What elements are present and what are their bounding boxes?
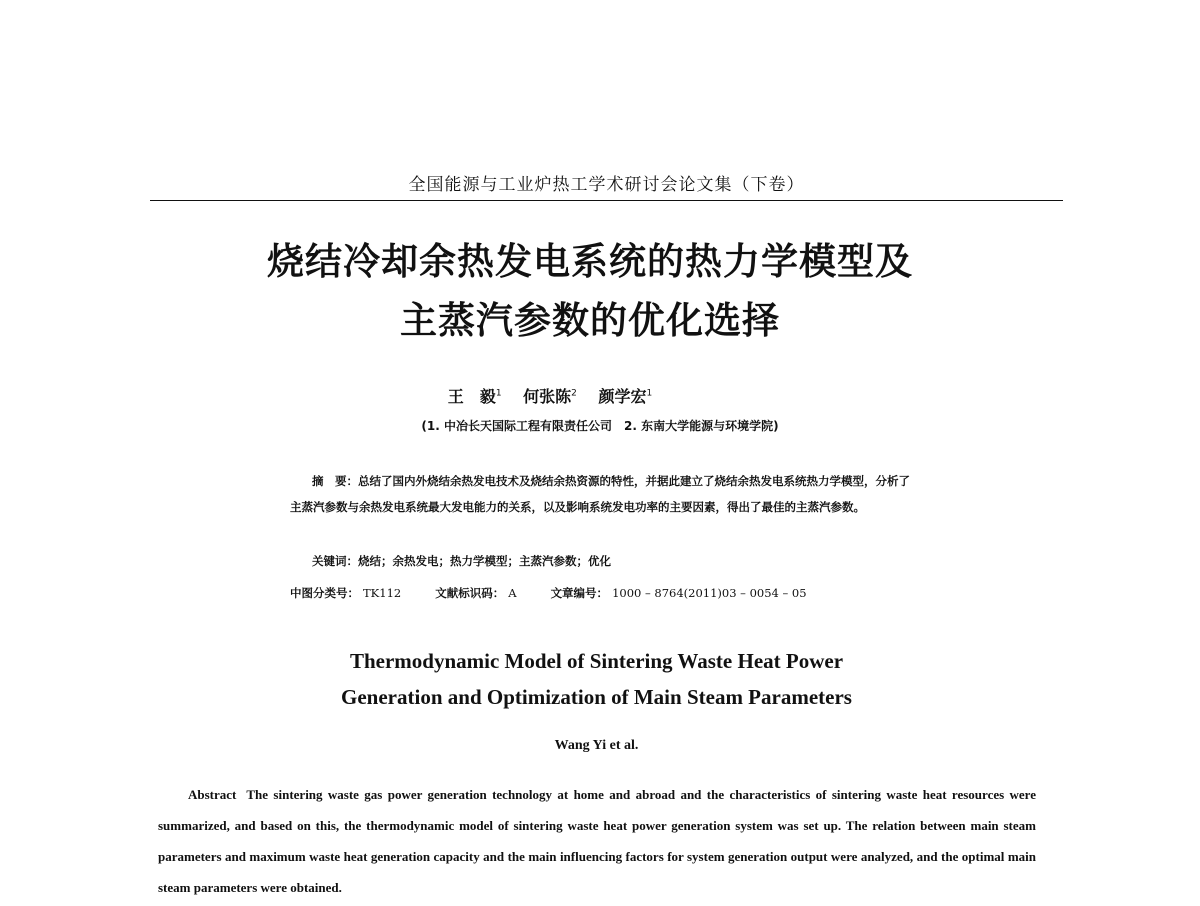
author-1-name: 王 毅 [447,387,496,406]
doc-code-label: 文献标识码： [435,586,505,600]
author-3 [598,387,652,406]
author-3-name: 颜学宏 [598,387,647,406]
affiliations-cn: (1. 中冶长天国际工程有限责任公司 2. 东南大学能源与环境学院) [421,419,779,433]
keywords-cn [312,553,912,569]
author-2-name: 何张陈 [523,387,572,406]
abstract-cn-label: 摘 要： [312,474,358,488]
keywords-cn-text: 烧结；余热发电；热力学模型；主蒸汽参数；优化 [358,554,611,568]
abstract-cn-text: 总结了国内外烧结余热发电技术及烧结余热资源的特性，并据此建立了烧结余热发电系统热力学模型，分析了主蒸汽参数与余热发电系统最大发电能力的关系，以及影响系统发电功率的主要因素，得出了最佳的主蒸汽参数。 [290,474,910,514]
header-rule [150,200,1063,201]
classification-line [290,585,910,601]
keywords-cn-label: 关键词： [312,554,358,568]
authors-cn [300,384,800,407]
article-no-value: 1000 – 8764(2011)03 – 0054 – 05 [612,586,807,600]
author-2-sup: 2 [571,388,577,399]
authors-en: Wang Yi et al. [554,738,639,753]
doc-code-value: A [508,586,517,600]
clc-value: TK112 [363,586,402,600]
abstract-cn [290,468,910,520]
running-header: 全国能源与工业炉热工学术研讨会论文集（下卷） [408,175,805,195]
abstract-en-text: The sintering waste gas power generation technology at home and abroad and the characteristics of sintering waste heat resources were summarized, and based on this, the thermodynamic model of sintering waste heat power generation system was set up. The relation between main steam parameters and maximum waste heat generation capacity and the main influencing factors for system generation output were analyzed, and the optimal main steam parameters were obtained. [158,787,1036,895]
article-no-label: 文章编号： [550,586,609,600]
title-en-line2: Generation and Optimization of Main Steam Parameters [341,685,852,709]
title-en-line1: Thermodynamic Model of Sintering Waste Heat Power [349,649,844,673]
author-1-sup: 1 [495,388,502,399]
title-cn-line2: 主蒸汽参数的优化选择 [400,299,780,342]
abstract-en-label: Abstract [188,787,237,802]
author-3-sup: 1 [646,388,653,399]
author-2 [523,387,577,406]
title-cn-line1: 烧结冷却余热发电系统的热力学模型及 [267,240,913,283]
author-1 [448,387,502,406]
abstract-en [158,779,1036,903]
clc-label: 中图分类号： [290,586,359,600]
